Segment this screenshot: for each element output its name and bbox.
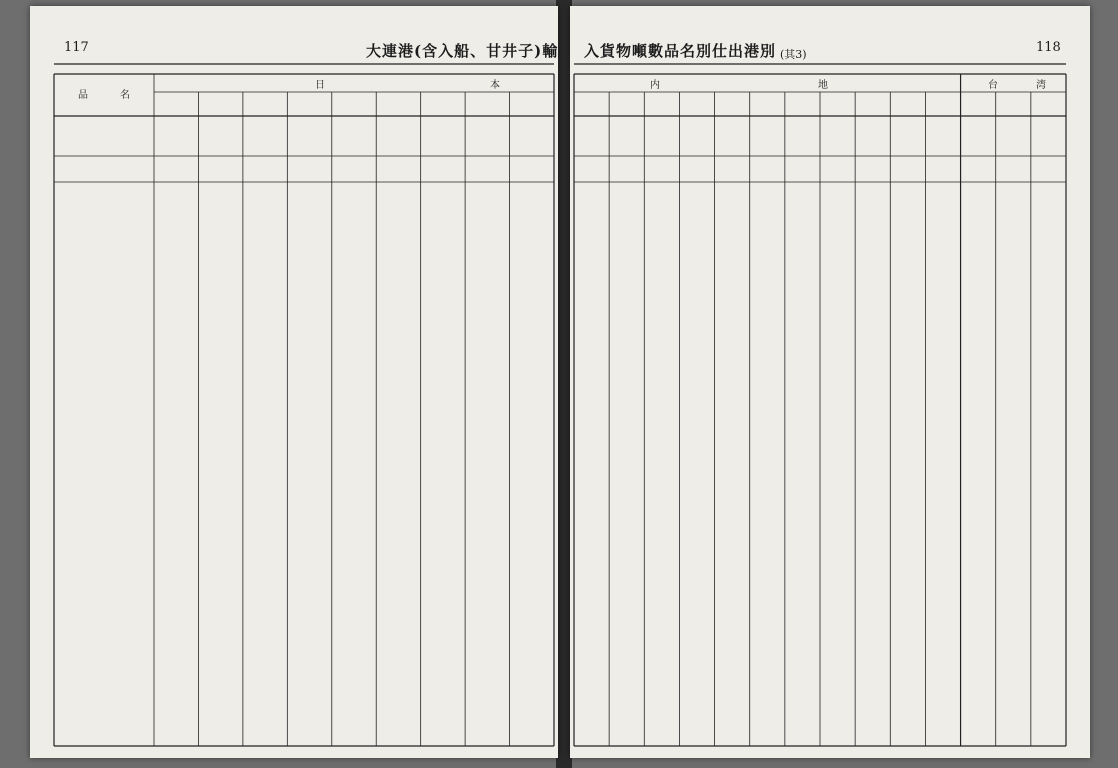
right-page-subtitle: (其3)	[780, 48, 807, 61]
left-page-number: 117	[64, 40, 89, 55]
group-header-1: 日	[315, 80, 325, 91]
group-header-2: 地	[818, 80, 828, 91]
right-page	[570, 6, 1090, 758]
group-header-3: 台	[988, 80, 998, 91]
left-page	[30, 6, 558, 758]
left-page-title: 大連港(含入船、甘井子)輸	[366, 42, 558, 60]
right-page-number: 118	[1036, 40, 1061, 55]
left-table-grid	[30, 6, 558, 758]
group-header-2: 本	[490, 80, 500, 91]
right-page-title: 入貨物噸數品名別仕出港別	[584, 42, 777, 60]
right-table-grid	[570, 6, 1090, 758]
group-header-1: 内	[650, 80, 660, 91]
group-header-4: 湾	[1036, 80, 1046, 91]
item-header: 品 名	[78, 90, 134, 101]
